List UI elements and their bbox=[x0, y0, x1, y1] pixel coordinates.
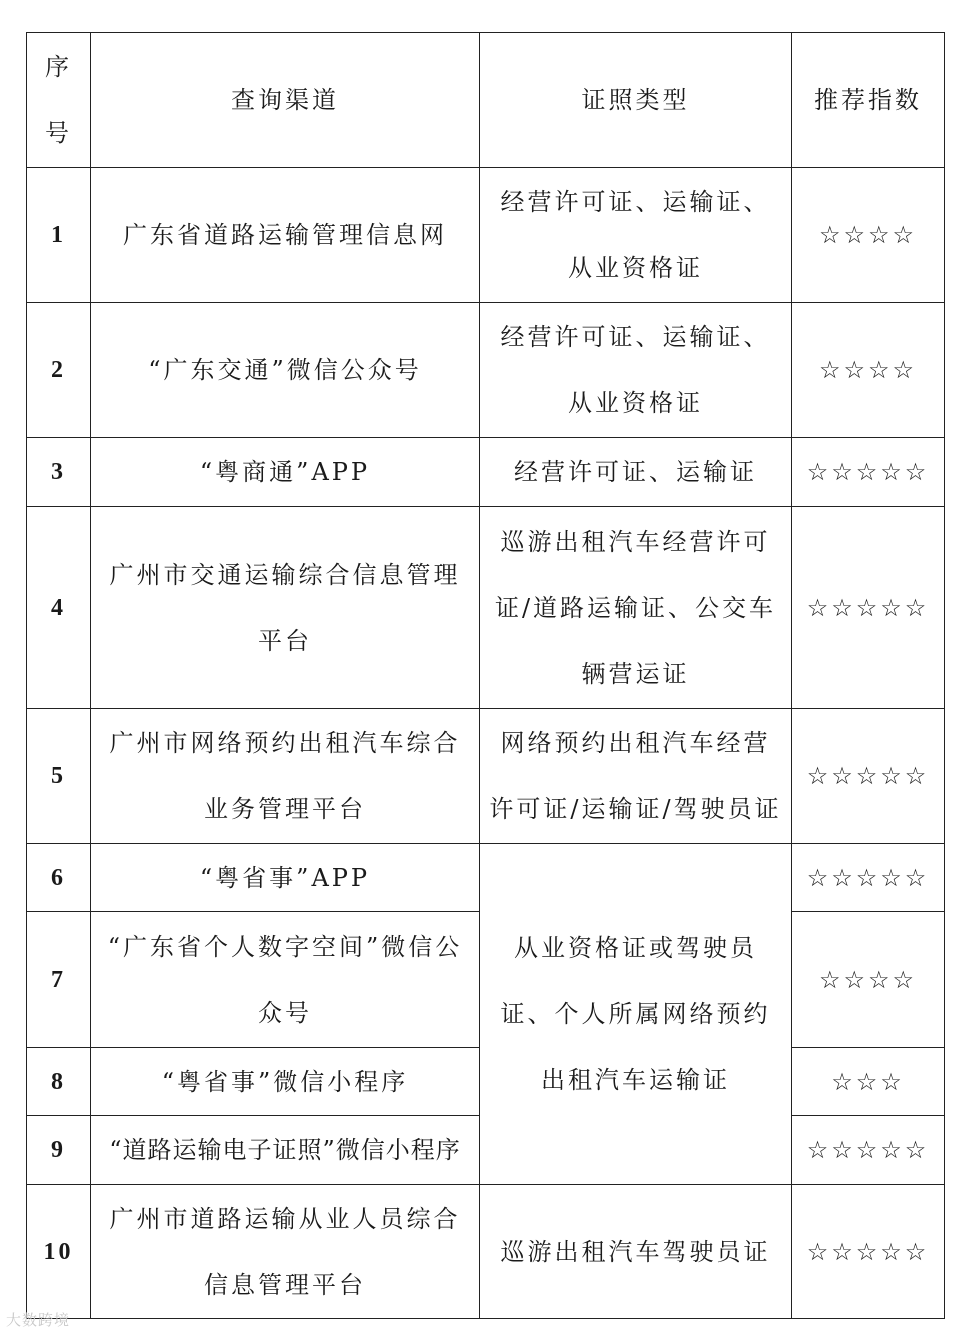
header-channel: 查询渠道 bbox=[91, 33, 480, 168]
row-cert-type-merged: 从业资格证或驾驶员证、个人所属网络预约出租汽车运输证 bbox=[480, 844, 792, 1185]
row-channel: “粤商通”APP bbox=[91, 438, 480, 507]
row-channel: 广州市网络预约出租汽车综合业务管理平台 bbox=[91, 709, 480, 844]
row-number: 7 bbox=[27, 912, 91, 1048]
row-channel: “粤省事”微信小程序 bbox=[91, 1048, 480, 1116]
row-rating: ☆☆☆☆☆ bbox=[792, 1116, 945, 1185]
row-channel: “广东交通”微信公众号 bbox=[91, 303, 480, 438]
row-cert-type: 巡游出租汽车驾驶员证 bbox=[480, 1185, 792, 1319]
query-channels-table bbox=[26, 32, 945, 1319]
watermark: 大数跨境 bbox=[6, 1311, 71, 1329]
row-cert-type: 经营许可证、运输证、从业资格证 bbox=[480, 303, 792, 438]
row-rating: ☆☆☆☆☆ bbox=[792, 844, 945, 912]
row-cert-type: 网络预约出租汽车经营许可证/运输证/驾驶员证 bbox=[480, 709, 792, 844]
row-number: 10 bbox=[27, 1185, 91, 1319]
table-row bbox=[27, 1185, 945, 1319]
row-number: 2 bbox=[27, 303, 91, 438]
header-rating: 推荐指数 bbox=[792, 33, 945, 168]
table-row bbox=[27, 303, 945, 438]
row-cert-type: 经营许可证、运输证 bbox=[480, 438, 792, 507]
table-row bbox=[27, 438, 945, 507]
row-rating: ☆☆☆☆☆ bbox=[792, 438, 945, 507]
row-rating: ☆☆☆☆ bbox=[792, 303, 945, 438]
table-row bbox=[27, 507, 945, 709]
row-rating: ☆☆☆☆☆ bbox=[792, 507, 945, 709]
row-number: 3 bbox=[27, 438, 91, 507]
row-number: 8 bbox=[27, 1048, 91, 1116]
row-channel: “广东省个人数字空间”微信公众号 bbox=[91, 912, 480, 1048]
table-row bbox=[27, 168, 945, 303]
row-channel: “道路运输电子证照”微信小程序 bbox=[91, 1116, 480, 1185]
row-number: 5 bbox=[27, 709, 91, 844]
row-cert-type: 经营许可证、运输证、从业资格证 bbox=[480, 168, 792, 303]
row-channel: 广东省道路运输管理信息网 bbox=[91, 168, 480, 303]
row-number: 6 bbox=[27, 844, 91, 912]
row-rating: ☆☆☆☆ bbox=[792, 912, 945, 1048]
row-number: 1 bbox=[27, 168, 91, 303]
table-header-row bbox=[27, 33, 945, 168]
header-cert-type: 证照类型 bbox=[480, 33, 792, 168]
row-channel: “粤省事”APP bbox=[91, 844, 480, 912]
table-row bbox=[27, 844, 945, 912]
row-rating: ☆☆☆☆☆ bbox=[792, 1185, 945, 1319]
row-channel: 广州市交通运输综合信息管理平台 bbox=[91, 507, 480, 709]
row-rating: ☆☆☆ bbox=[792, 1048, 945, 1116]
row-number: 4 bbox=[27, 507, 91, 709]
row-number: 9 bbox=[27, 1116, 91, 1185]
row-channel: 广州市道路运输从业人员综合信息管理平台 bbox=[91, 1185, 480, 1319]
row-rating: ☆☆☆☆☆ bbox=[792, 709, 945, 844]
row-cert-type: 巡游出租汽车经营许可证/道路运输证、公交车辆营运证 bbox=[480, 507, 792, 709]
header-index: 序号 bbox=[27, 33, 91, 168]
row-rating: ☆☆☆☆ bbox=[792, 168, 945, 303]
table-row bbox=[27, 709, 945, 844]
